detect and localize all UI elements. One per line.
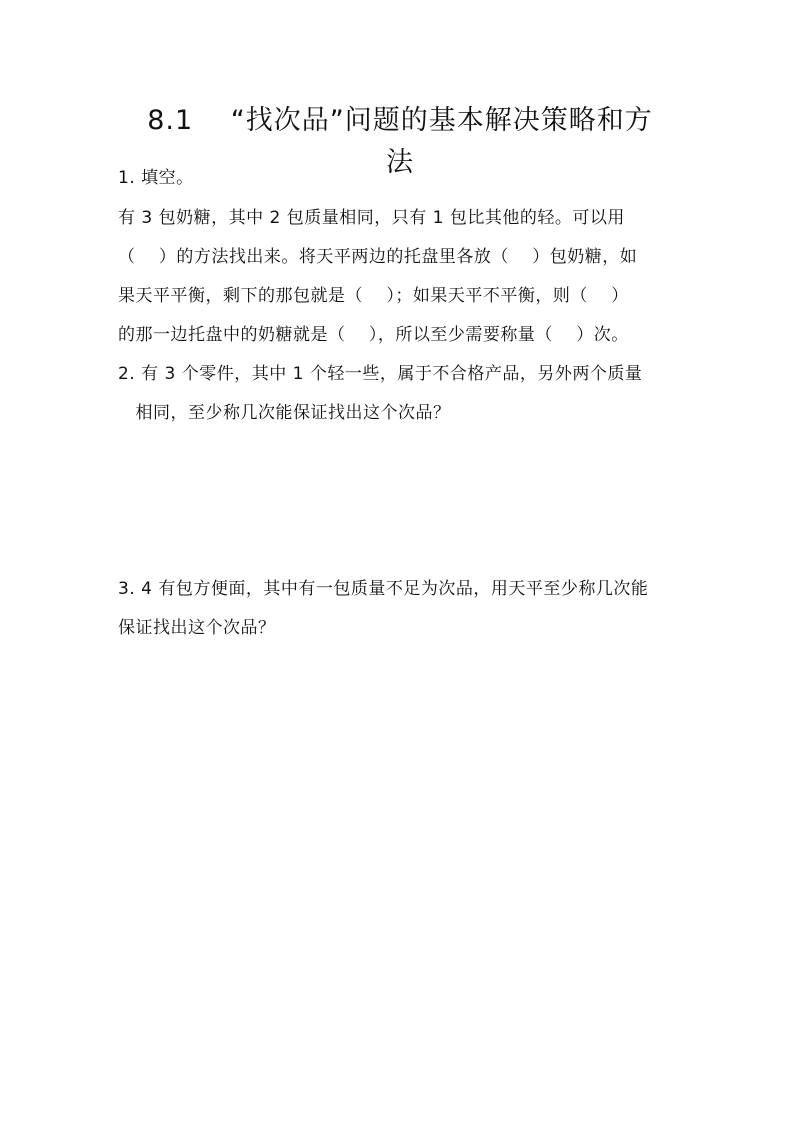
page-title: 8.1 “找次品”问题的基本解决策略和方	[147, 105, 653, 136]
question-1-line-2: （ ）的方法找出来。将天平两边的托盘里各放（ ）包奶糖，如	[118, 247, 638, 267]
question-2-line-2: 相同，至少称几次能保证找出这个次品？	[118, 403, 451, 423]
question-1-line-4: 的那一边托盘中的奶糖就是（ ），所以至少需要称量（ ）次。	[118, 325, 629, 345]
question-1-line-1: 有 3 包奶糖，其中 2 包质量相同，只有 1 包比其他的轻。可以用	[118, 208, 625, 228]
question-3-line-2: 保证找出这个次品？	[118, 618, 276, 638]
page-title-continued: 法	[386, 147, 414, 178]
question-3-line-1: 3. 4 有包方便面，其中有一包质量不足为次品，用天平至少称几次能	[118, 579, 649, 599]
question-1-heading: 1. 填空。	[118, 168, 194, 188]
question-1-line-3: 果天平平衡，剩下的那包就是（ ）；如果天平不平衡，则（ ）	[118, 286, 629, 306]
question-2-line-1: 2. 有 3 个零件，其中 1 个轻一些，属于不合格产品，另外两个质量	[118, 364, 643, 384]
